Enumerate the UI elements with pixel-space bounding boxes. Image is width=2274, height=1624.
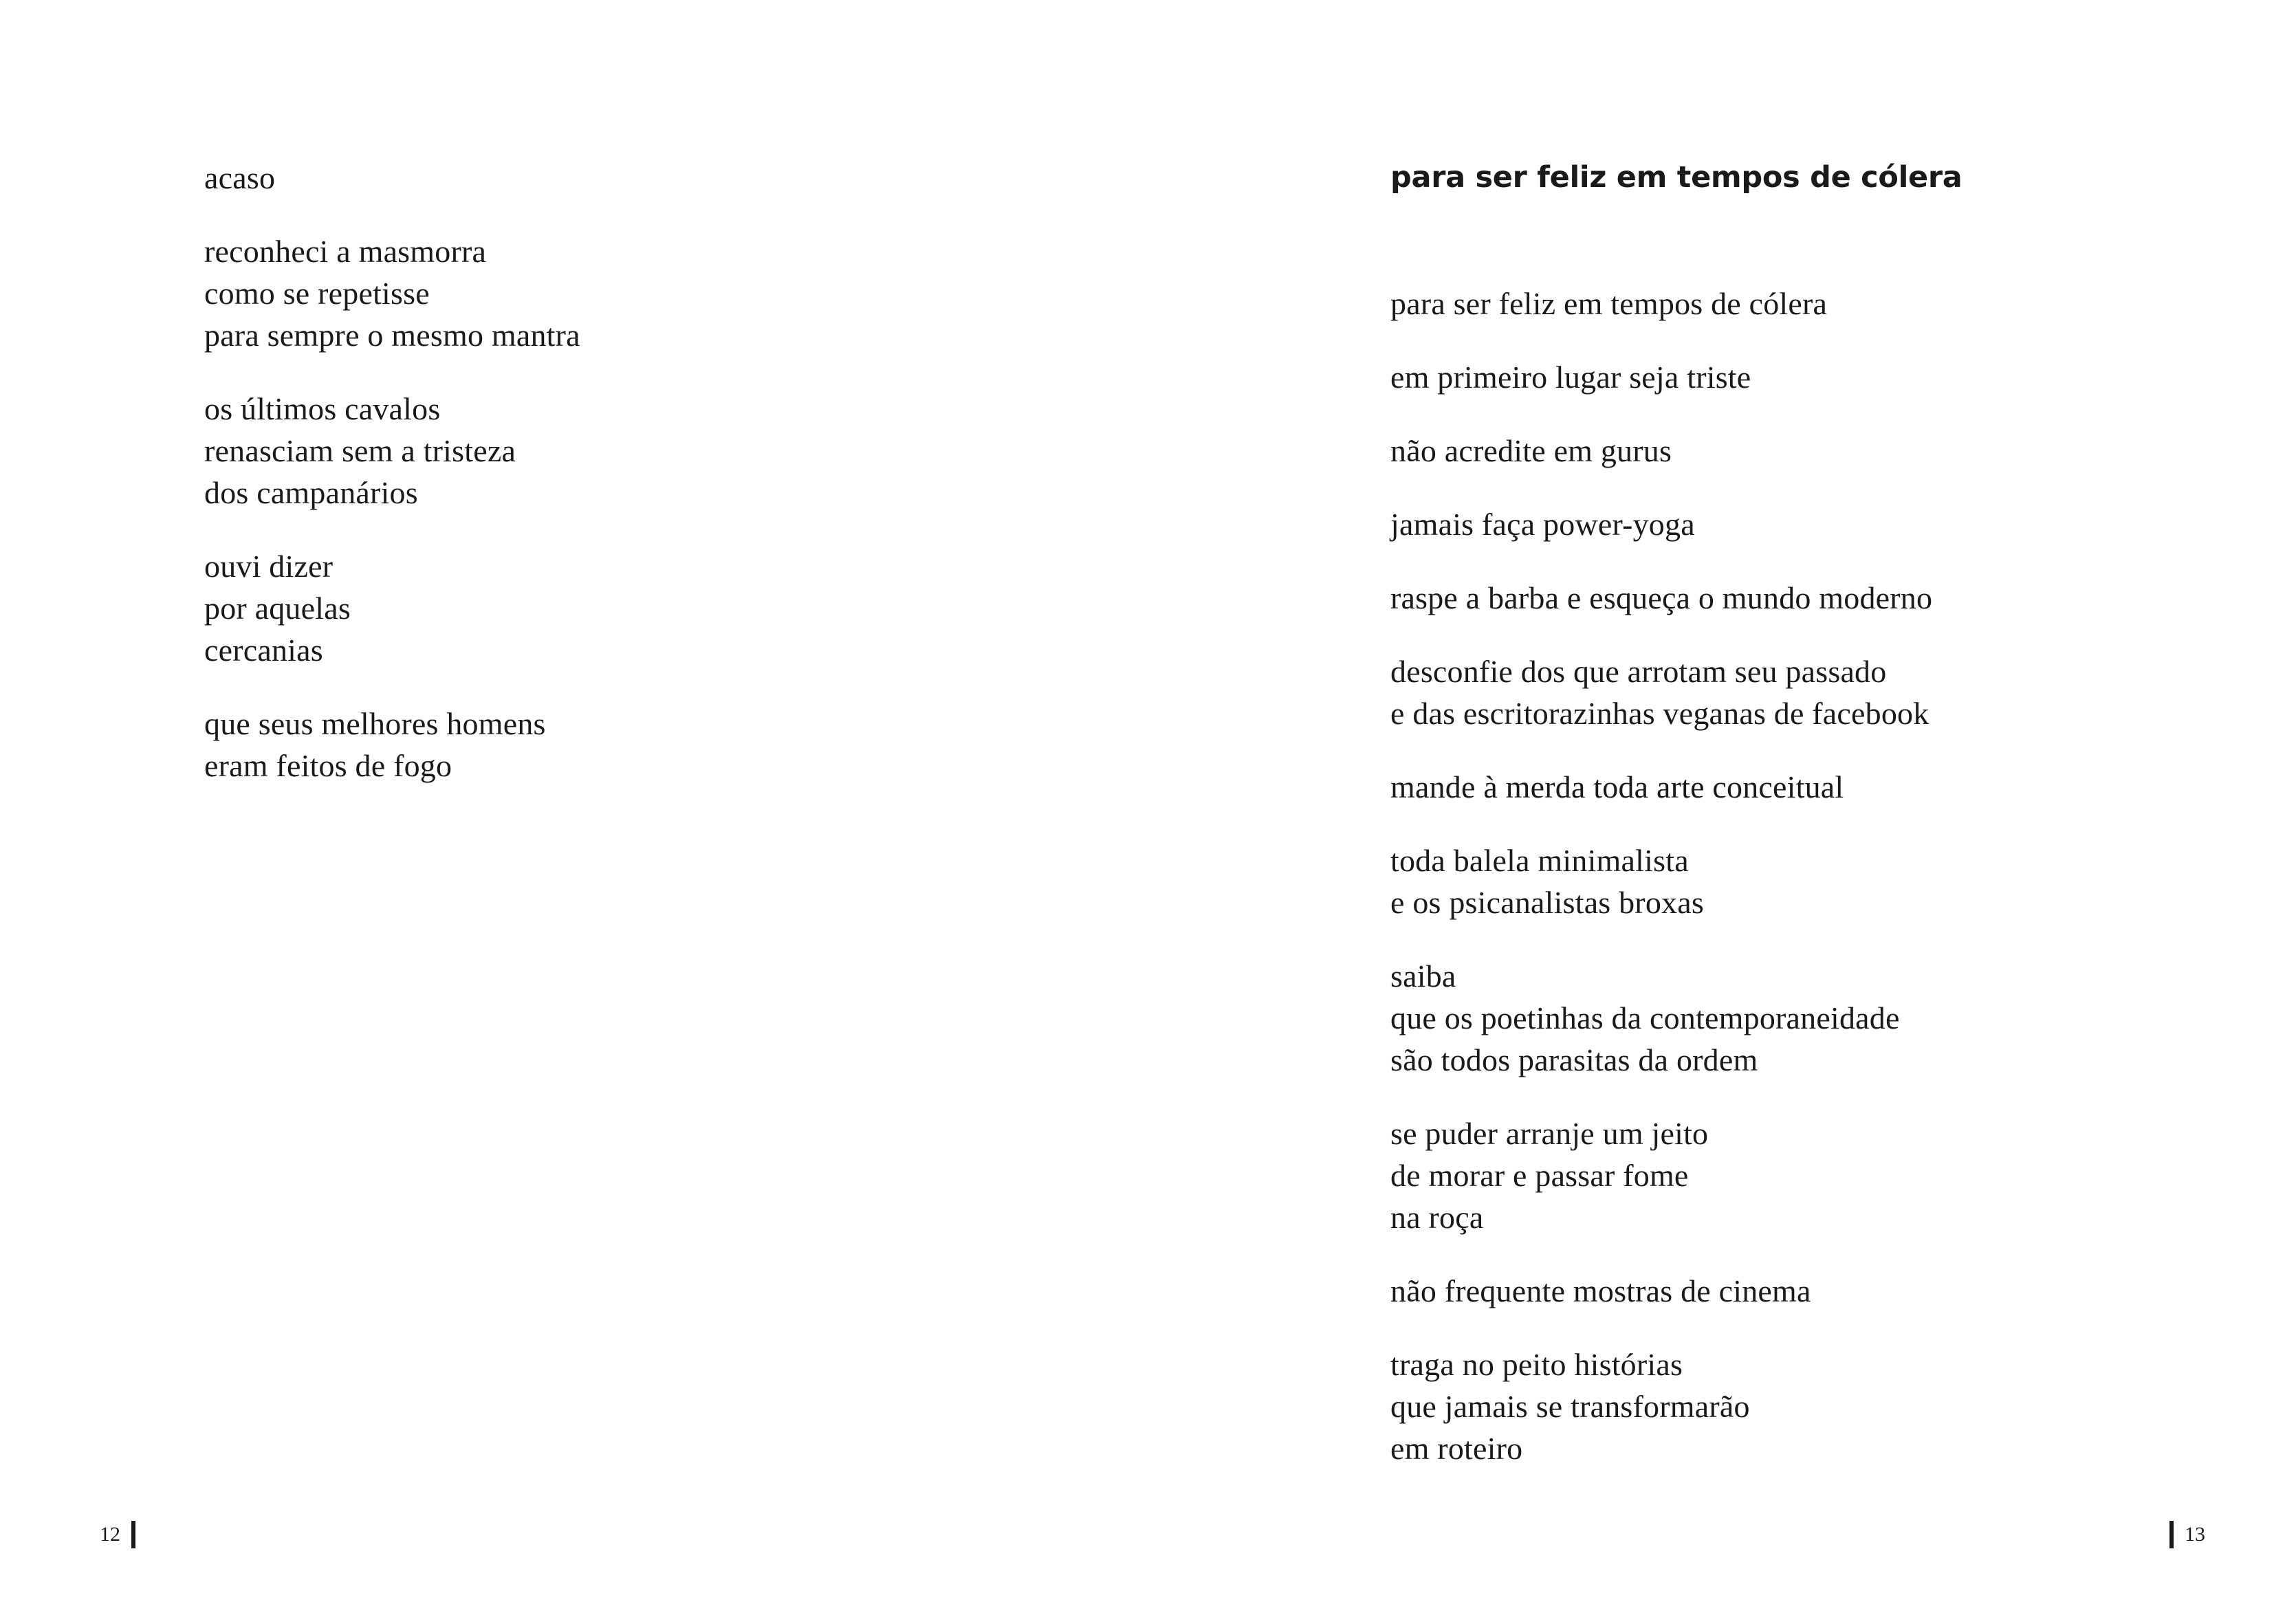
poem-line: eram feitos de fogo (204, 748, 452, 783)
stanza (204, 703, 580, 787)
stanza (1390, 503, 1963, 545)
stanza (204, 388, 580, 514)
poem-line: não acredite em gurus (1390, 433, 1672, 468)
poem-line: de morar e passar fome (1390, 1158, 1689, 1193)
poem-line: para ser feliz em tempos de cólera (1390, 286, 1828, 321)
poem-line: que os poetinhas da contemporaneidade (1390, 1000, 1900, 1035)
poem-para-ser-feliz (1390, 157, 1963, 1469)
folio-rule (131, 1521, 135, 1548)
stanza-list (204, 230, 580, 787)
poem-line: os últimos cavalos (204, 391, 441, 426)
title-gap (1390, 199, 1963, 283)
poem-line: e das escritorazinhas veganas de facebook (1390, 696, 1929, 731)
poem-line: que seus melhores homens (204, 706, 546, 741)
poem-title: para ser feliz em tempos de cólera (1390, 160, 1963, 195)
poem-line: mande à merda toda arte conceitual (1390, 769, 1844, 804)
poem-line: dos campanários (204, 475, 418, 510)
stanza (1390, 283, 1963, 325)
stanza-list (1390, 283, 1963, 1469)
poem-line: ouvi dizer (204, 549, 334, 584)
page-number-text: 13 (2185, 1523, 2205, 1546)
page-number-text: 12 (100, 1523, 120, 1546)
poem-line: reconheci a masmorra (204, 234, 487, 269)
poem-line: como se repetisse (204, 276, 430, 311)
poem-line: e os psicanalistas broxas (1390, 885, 1704, 920)
poem-line: toda balela minimalista (1390, 843, 1689, 878)
poem-line: renasciam sem a tristeza (204, 433, 516, 468)
stanza (1390, 1270, 1963, 1312)
poem-line: cercanias (204, 633, 323, 668)
poem-line: desconfie dos que arrotam seu passado (1390, 654, 1887, 689)
poem-title: acaso (204, 160, 276, 195)
stanza (1390, 1343, 1963, 1469)
title-gap (204, 199, 580, 230)
stanza (1390, 840, 1963, 923)
poem-line: na roça (1390, 1200, 1484, 1235)
right-page (1137, 0, 2274, 1624)
poem-line: não frequente mostras de cinema (1390, 1273, 1811, 1308)
stanza (1390, 650, 1963, 734)
page-number-left (100, 1521, 135, 1548)
poem-line: se puder arranje um jeito (1390, 1116, 1709, 1151)
poem-line: em primeiro lugar seja triste (1390, 360, 1751, 395)
poem-line: saiba (1390, 958, 1456, 994)
stanza (1390, 1112, 1963, 1238)
poem-acaso (204, 157, 580, 787)
stanza (204, 545, 580, 671)
poem-line: são todos parasitas da ordem (1390, 1042, 1758, 1077)
poem-line: traga no peito histórias (1390, 1347, 1683, 1382)
poem-line: raspe a barba e esqueça o mundo moderno (1390, 580, 1933, 615)
stanza (1390, 955, 1963, 1081)
poem-line: em roteiro (1390, 1431, 1523, 1466)
stanza (1390, 766, 1963, 808)
stanza (204, 230, 580, 356)
poem-line: que jamais se transformarão (1390, 1389, 1750, 1424)
page-number-right (2169, 1521, 2205, 1548)
poem-line: por aquelas (204, 591, 351, 626)
stanza (1390, 430, 1963, 472)
poem-line: para sempre o mesmo mantra (204, 318, 580, 353)
stanza (1390, 356, 1963, 398)
stanza (1390, 577, 1963, 619)
folio-rule (2169, 1521, 2174, 1548)
poem-line: jamais faça power-yoga (1390, 507, 1695, 542)
